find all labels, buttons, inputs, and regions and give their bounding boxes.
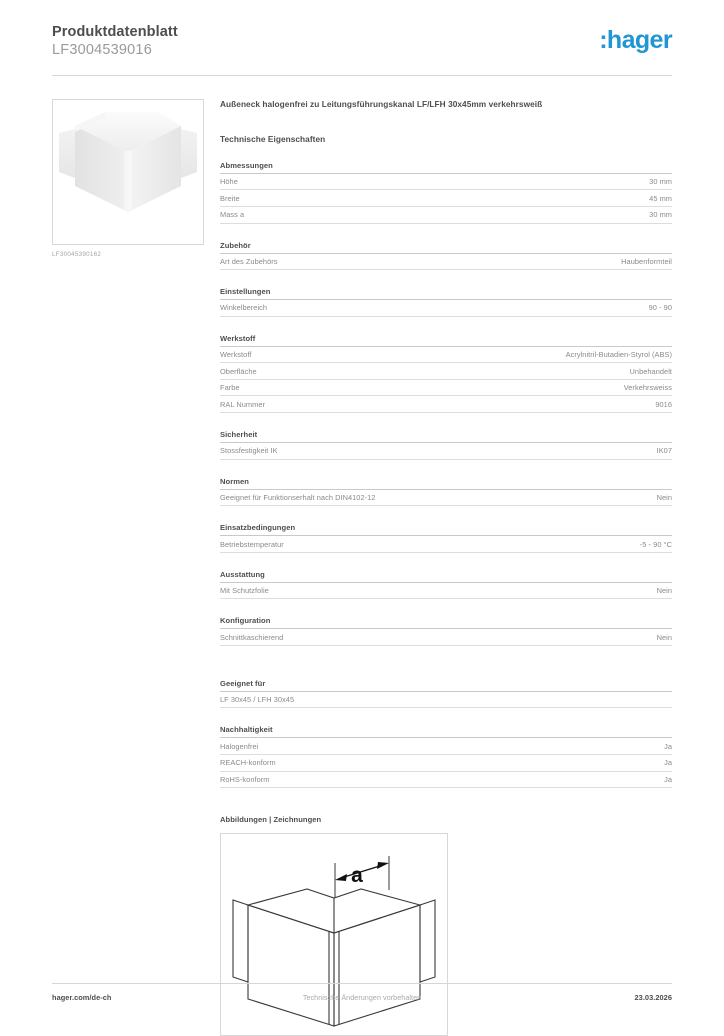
spec-value: 45 mm bbox=[649, 193, 672, 203]
spec-value: 9016 bbox=[655, 399, 672, 409]
spec-label: Art des Zubehörs bbox=[220, 256, 278, 266]
spec-value: IK07 bbox=[656, 446, 672, 456]
spec-label: Halogenfrei bbox=[220, 741, 259, 751]
spec-group bbox=[220, 679, 672, 709]
spec-value: Nein bbox=[656, 586, 672, 596]
spec-group-title: Geeignet für bbox=[220, 679, 672, 692]
product-name: Außeneck halogenfrei zu Leitungsführungskanal LF/LFH 30x45mm verkehrsweiß bbox=[220, 99, 543, 109]
page-title: Produktdatenblatt bbox=[52, 24, 178, 40]
spec-label: Breite bbox=[220, 193, 240, 203]
product-image-column bbox=[52, 99, 210, 1036]
spec-row bbox=[220, 190, 672, 207]
spec-label: Farbe bbox=[220, 383, 240, 393]
spec-value: Haubenformteil bbox=[621, 256, 672, 266]
spec-group-title: Ausstattung bbox=[220, 570, 672, 583]
spec-row bbox=[220, 536, 672, 553]
spec-row bbox=[220, 254, 672, 271]
spec-row bbox=[220, 772, 672, 789]
spec-group-title: Normen bbox=[220, 477, 672, 490]
spec-label: Winkelbereich bbox=[220, 303, 268, 313]
page-content bbox=[52, 99, 672, 1036]
technical-drawing-frame bbox=[220, 833, 448, 1036]
spec-group bbox=[220, 616, 672, 646]
spec-value: Ja bbox=[664, 775, 672, 784]
spec-group-title: Werkstoff bbox=[220, 334, 672, 347]
product-photo-caption: LF30045390162 bbox=[52, 251, 102, 258]
spec-row bbox=[220, 490, 672, 507]
spec-group-title: Konfiguration bbox=[220, 616, 672, 629]
spec-group-title: Sicherheit bbox=[220, 430, 672, 443]
header-divider bbox=[52, 75, 672, 76]
spec-row bbox=[220, 738, 672, 755]
spec-row bbox=[220, 300, 672, 317]
spec-groups bbox=[220, 161, 672, 788]
spec-group bbox=[220, 334, 672, 413]
specifications-column bbox=[210, 99, 672, 1036]
page-footer bbox=[52, 983, 672, 1002]
spec-group bbox=[220, 523, 672, 553]
spec-row bbox=[220, 363, 672, 380]
spec-row bbox=[220, 347, 672, 364]
spec-label: Stossfestigkeit IK bbox=[220, 446, 278, 456]
product-reference: LF3004539016 bbox=[52, 42, 152, 59]
spec-row bbox=[220, 583, 672, 600]
spec-group bbox=[220, 241, 672, 271]
spec-group bbox=[220, 570, 672, 600]
spec-value: Verkehrsweiss bbox=[623, 383, 672, 393]
spec-row bbox=[220, 629, 672, 646]
spec-label: RAL Nummer bbox=[220, 399, 265, 409]
spec-label: REACH-konform bbox=[220, 758, 276, 768]
spec-label: Mit Schutzfolie bbox=[220, 586, 269, 596]
spec-row bbox=[220, 380, 672, 397]
footer-row bbox=[52, 993, 672, 1002]
drawings-block bbox=[220, 815, 672, 1036]
spec-row bbox=[220, 692, 672, 709]
spec-value: Unbehandelt bbox=[629, 366, 672, 376]
spec-label: Oberfläche bbox=[220, 366, 257, 376]
spec-group-title: Einsatzbedingungen bbox=[220, 523, 672, 536]
spec-row bbox=[220, 207, 672, 224]
spec-value: Nein bbox=[656, 632, 672, 642]
spec-group bbox=[220, 430, 672, 460]
spec-value: Acrylnitril-Butadien-Styrol (ABS) bbox=[565, 350, 672, 360]
spec-label: Schnittkaschierend bbox=[220, 632, 284, 642]
footer-website[interactable]: hager.com/de-ch bbox=[52, 993, 112, 1002]
page-header bbox=[52, 0, 672, 70]
spec-row bbox=[220, 396, 672, 413]
spec-value: Ja bbox=[664, 741, 672, 751]
product-photo-frame bbox=[52, 99, 204, 245]
hager-logo: :hager bbox=[599, 26, 672, 54]
spec-label: RoHS-konform bbox=[220, 775, 270, 784]
dimension-label-a: a bbox=[351, 864, 363, 888]
spec-group-title: Einstellungen bbox=[220, 287, 672, 300]
spec-group bbox=[220, 287, 672, 317]
spec-value: Ja bbox=[664, 758, 672, 768]
spec-group bbox=[220, 161, 672, 224]
footer-date: 23.03.2026 bbox=[634, 993, 672, 1002]
spec-group-title: Zubehör bbox=[220, 241, 672, 254]
spec-label: Höhe bbox=[220, 177, 238, 187]
spec-label: Betriebstemperatur bbox=[220, 539, 284, 549]
spec-value: 30 mm bbox=[649, 210, 672, 220]
spec-group-title: Nachhaltigkeit bbox=[220, 725, 672, 738]
spec-value: 90 - 90 bbox=[648, 303, 672, 313]
spec-label: Mass a bbox=[220, 210, 245, 220]
spec-label: Geeignet für Funktionserhalt nach DIN4102-12 bbox=[220, 492, 376, 502]
footer-disclaimer: Technische Änderungen vorbehalten bbox=[302, 993, 422, 1002]
spec-group-title: Abmessungen bbox=[220, 161, 672, 174]
header-titles bbox=[52, 24, 178, 59]
spec-group bbox=[220, 477, 672, 507]
spec-value: 30 mm bbox=[649, 177, 672, 187]
spec-value: Nein bbox=[656, 492, 672, 502]
drawings-heading: Abbildungen | Zeichnungen bbox=[220, 815, 322, 825]
product-photo bbox=[53, 100, 203, 244]
spec-row bbox=[220, 755, 672, 772]
spec-value: -5 - 90 °C bbox=[639, 539, 672, 549]
technical-drawing bbox=[221, 834, 447, 1035]
footer-divider bbox=[52, 983, 672, 984]
spec-label: Werkstoff bbox=[220, 350, 252, 360]
spec-label: LF 30x45 / LFH 30x45 bbox=[220, 695, 295, 705]
spec-group bbox=[220, 725, 672, 788]
technical-properties-heading: Technische Eigenschaften bbox=[220, 133, 326, 144]
spec-row bbox=[220, 174, 672, 191]
spec-row bbox=[220, 443, 672, 460]
